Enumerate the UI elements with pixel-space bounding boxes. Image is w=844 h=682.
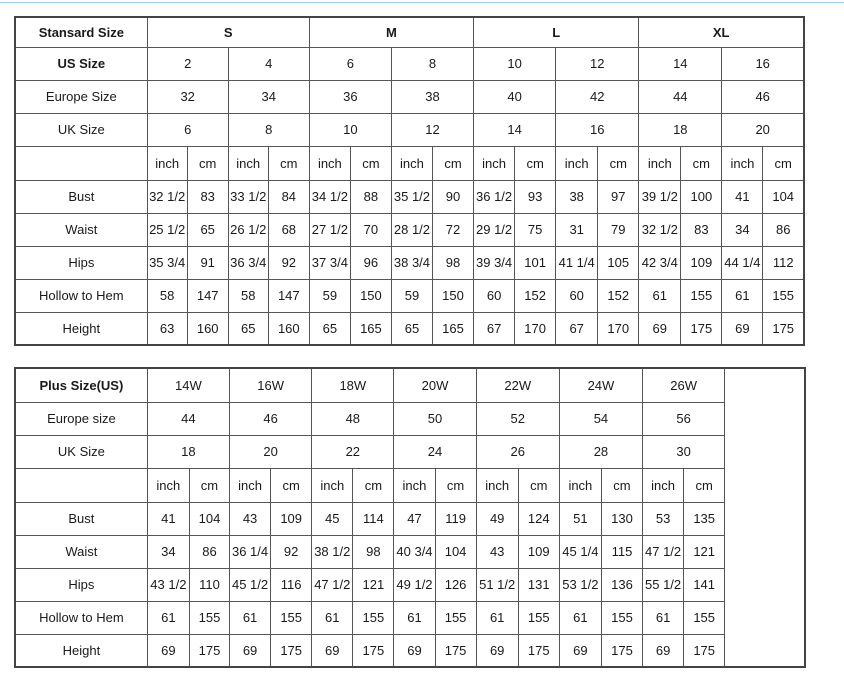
europe-size-row <box>15 80 804 113</box>
measurement-value: 38 1/2 <box>312 535 353 568</box>
measurement-value: 90 <box>432 180 473 213</box>
unit-header-row <box>15 146 804 180</box>
uk-size-value: 18 <box>147 435 229 468</box>
measurement-value: 72 <box>432 213 473 246</box>
europe-size-value: 34 <box>228 80 309 113</box>
europe-size-value: 38 <box>391 80 473 113</box>
measurement-value: 67 <box>556 312 598 345</box>
measurement-label: Waist <box>15 535 147 568</box>
measurement-value: 61 <box>147 601 189 634</box>
measurement-value: 43 <box>230 502 271 535</box>
unit-cm-header: cm <box>763 146 804 180</box>
unit-cm-header: cm <box>432 146 473 180</box>
unit-inch-header: inch <box>556 146 598 180</box>
unit-header-blank <box>15 468 147 502</box>
measurement-value: 109 <box>271 502 312 535</box>
measurement-value: 110 <box>189 568 229 601</box>
unit-inch-header: inch <box>476 468 518 502</box>
measurement-value: 101 <box>515 246 556 279</box>
measurement-label: Hollow to Hem <box>15 601 147 634</box>
measurement-value: 121 <box>353 568 394 601</box>
measurement-value: 59 <box>309 279 350 312</box>
plus-size-value: 16W <box>230 368 312 402</box>
measurement-row <box>15 279 804 312</box>
measurement-value: 51 1/2 <box>476 568 518 601</box>
measurement-value: 96 <box>350 246 391 279</box>
measurement-value: 27 1/2 <box>309 213 350 246</box>
plus-size-value: 14W <box>147 368 229 402</box>
unit-inch-header: inch <box>643 468 684 502</box>
measurement-value: 69 <box>639 312 681 345</box>
measurement-row <box>15 312 804 345</box>
measurement-value: 165 <box>350 312 391 345</box>
unit-inch-header: inch <box>147 468 189 502</box>
measurement-value: 45 <box>312 502 353 535</box>
measurement-value: 175 <box>271 634 312 667</box>
europe-size-value: 54 <box>559 402 642 435</box>
measurement-value: 75 <box>515 213 556 246</box>
plus-size-value: 26W <box>643 368 725 402</box>
size-letter-header: XL <box>639 17 804 47</box>
europe-size-value: 40 <box>474 80 556 113</box>
measurement-value: 34 <box>147 535 189 568</box>
uk-size-value: 20 <box>230 435 312 468</box>
unit-cm-header: cm <box>518 468 559 502</box>
measurement-value: 61 <box>639 279 681 312</box>
measurement-value: 175 <box>681 312 722 345</box>
measurement-value: 58 <box>147 279 187 312</box>
unit-inch-header: inch <box>312 468 353 502</box>
measurement-row <box>15 180 804 213</box>
measurement-value: 109 <box>518 535 559 568</box>
europe-size-value: 52 <box>476 402 559 435</box>
measurement-value: 39 3/4 <box>474 246 515 279</box>
plus-size-chart <box>14 367 806 668</box>
measurement-label: Waist <box>15 213 147 246</box>
measurement-value: 69 <box>147 634 189 667</box>
unit-inch-header: inch <box>309 146 350 180</box>
blank-side-area <box>725 368 805 667</box>
measurement-value: 61 <box>643 601 684 634</box>
measurement-label: Height <box>15 312 147 345</box>
unit-cm-header: cm <box>187 146 228 180</box>
measurement-value: 29 1/2 <box>474 213 515 246</box>
unit-cm-header: cm <box>271 468 312 502</box>
europe-size-value: 48 <box>312 402 394 435</box>
measurement-value: 55 1/2 <box>643 568 684 601</box>
unit-cm-header: cm <box>350 146 391 180</box>
measurement-row <box>15 601 805 634</box>
europe-size-value: 44 <box>639 80 722 113</box>
us-size-label: US Size <box>15 47 147 80</box>
measurement-value: 38 3/4 <box>391 246 432 279</box>
measurement-value: 114 <box>353 502 394 535</box>
unit-inch-header: inch <box>391 146 432 180</box>
measurement-value: 43 <box>476 535 518 568</box>
unit-header-blank <box>15 146 147 180</box>
standard-size-chart <box>14 16 805 346</box>
measurement-value: 60 <box>556 279 598 312</box>
measurement-value: 170 <box>515 312 556 345</box>
measurement-value: 160 <box>268 312 309 345</box>
uk-size-value: 20 <box>722 113 804 146</box>
measurement-value: 31 <box>556 213 598 246</box>
measurement-value: 59 <box>391 279 432 312</box>
measurement-value: 155 <box>763 279 804 312</box>
unit-cm-header: cm <box>189 468 229 502</box>
uk-size-value: 22 <box>312 435 394 468</box>
measurement-value: 126 <box>435 568 476 601</box>
measurement-value: 69 <box>559 634 601 667</box>
uk-size-value: 16 <box>556 113 639 146</box>
size-letter-header: M <box>309 17 473 47</box>
measurement-value: 53 <box>643 502 684 535</box>
measurement-value: 175 <box>601 634 642 667</box>
europe-size-value: 56 <box>643 402 725 435</box>
measurement-value: 109 <box>681 246 722 279</box>
measurement-value: 61 <box>394 601 435 634</box>
measurement-value: 136 <box>601 568 642 601</box>
unit-inch-header: inch <box>722 146 763 180</box>
measurement-value: 51 <box>559 502 601 535</box>
measurement-value: 65 <box>228 312 268 345</box>
measurement-value: 150 <box>350 279 391 312</box>
measurement-value: 175 <box>353 634 394 667</box>
uk-size-value: 26 <box>476 435 559 468</box>
us-size-value: 16 <box>722 47 804 80</box>
measurement-value: 155 <box>271 601 312 634</box>
measurement-value: 34 <box>722 213 763 246</box>
europe-size-row <box>15 402 805 435</box>
europe-size-value: 50 <box>394 402 476 435</box>
unit-cm-header: cm <box>435 468 476 502</box>
us-size-value: 8 <box>391 47 473 80</box>
measurement-value: 175 <box>684 634 725 667</box>
unit-inch-header: inch <box>230 468 271 502</box>
measurement-value: 92 <box>268 246 309 279</box>
measurement-value: 65 <box>187 213 228 246</box>
measurement-value: 69 <box>476 634 518 667</box>
measurement-value: 49 1/2 <box>394 568 435 601</box>
measurement-value: 32 1/2 <box>639 213 681 246</box>
measurement-value: 61 <box>476 601 518 634</box>
measurement-value: 155 <box>518 601 559 634</box>
us-size-value: 10 <box>474 47 556 80</box>
unit-cm-header: cm <box>684 468 725 502</box>
uk-size-value: 8 <box>228 113 309 146</box>
unit-inch-header: inch <box>639 146 681 180</box>
unit-inch-header: inch <box>474 146 515 180</box>
unit-cm-header: cm <box>353 468 394 502</box>
measurement-value: 124 <box>518 502 559 535</box>
size-letter-row <box>15 17 804 47</box>
measurement-value: 58 <box>228 279 268 312</box>
measurement-value: 79 <box>598 213 639 246</box>
uk-size-value: 28 <box>559 435 642 468</box>
measurement-value: 104 <box>189 502 229 535</box>
measurement-value: 97 <box>598 180 639 213</box>
europe-size-value: 42 <box>556 80 639 113</box>
measurement-value: 61 <box>559 601 601 634</box>
measurement-value: 65 <box>309 312 350 345</box>
europe-size-label: Europe size <box>15 402 147 435</box>
measurement-value: 170 <box>598 312 639 345</box>
measurement-value: 86 <box>189 535 229 568</box>
measurement-row <box>15 502 805 535</box>
us-size-value: 12 <box>556 47 639 80</box>
measurement-value: 69 <box>230 634 271 667</box>
measurement-value: 45 1/4 <box>559 535 601 568</box>
measurement-value: 36 3/4 <box>228 246 268 279</box>
measurement-label: Hips <box>15 568 147 601</box>
measurement-value: 42 3/4 <box>639 246 681 279</box>
measurement-label: Bust <box>15 180 147 213</box>
uk-size-row <box>15 113 804 146</box>
measurement-value: 33 1/2 <box>228 180 268 213</box>
measurement-value: 175 <box>518 634 559 667</box>
measurement-value: 53 1/2 <box>559 568 601 601</box>
unit-inch-header: inch <box>147 146 187 180</box>
measurement-value: 152 <box>515 279 556 312</box>
measurement-value: 70 <box>350 213 391 246</box>
unit-cm-header: cm <box>601 468 642 502</box>
measurement-value: 47 1/2 <box>643 535 684 568</box>
measurement-value: 155 <box>189 601 229 634</box>
measurement-value: 147 <box>187 279 228 312</box>
uk-size-row <box>15 435 805 468</box>
uk-size-value: 30 <box>643 435 725 468</box>
europe-size-value: 44 <box>147 402 229 435</box>
measurement-value: 152 <box>598 279 639 312</box>
plus-size-value: 22W <box>476 368 559 402</box>
measurement-value: 67 <box>474 312 515 345</box>
measurement-row <box>15 634 805 667</box>
measurement-value: 69 <box>722 312 763 345</box>
measurement-value: 100 <box>681 180 722 213</box>
measurement-row <box>15 213 804 246</box>
measurement-value: 119 <box>435 502 476 535</box>
standard-size-title: Stansard Size <box>15 17 147 47</box>
plus-size-value: 18W <box>312 368 394 402</box>
measurement-label: Hollow to Hem <box>15 279 147 312</box>
measurement-value: 165 <box>432 312 473 345</box>
measurement-value: 38 <box>556 180 598 213</box>
uk-size-value: 6 <box>147 113 228 146</box>
measurement-value: 40 3/4 <box>394 535 435 568</box>
europe-size-label: Europe Size <box>15 80 147 113</box>
uk-size-value: 12 <box>391 113 473 146</box>
measurement-value: 26 1/2 <box>228 213 268 246</box>
uk-size-value: 18 <box>639 113 722 146</box>
measurement-value: 147 <box>268 279 309 312</box>
uk-size-value: 24 <box>394 435 476 468</box>
unit-inch-header: inch <box>394 468 435 502</box>
uk-size-label: UK Size <box>15 435 147 468</box>
measurement-label: Height <box>15 634 147 667</box>
measurement-value: 135 <box>684 502 725 535</box>
measurement-value: 60 <box>474 279 515 312</box>
measurement-value: 141 <box>684 568 725 601</box>
measurement-value: 34 1/2 <box>309 180 350 213</box>
measurement-value: 116 <box>271 568 312 601</box>
measurement-value: 68 <box>268 213 309 246</box>
measurement-value: 36 1/4 <box>230 535 271 568</box>
measurement-row <box>15 246 804 279</box>
measurement-value: 121 <box>684 535 725 568</box>
measurement-value: 175 <box>435 634 476 667</box>
unit-inch-header: inch <box>559 468 601 502</box>
measurement-value: 83 <box>187 180 228 213</box>
uk-size-value: 10 <box>309 113 391 146</box>
measurement-value: 25 1/2 <box>147 213 187 246</box>
measurement-value: 28 1/2 <box>391 213 432 246</box>
measurement-value: 175 <box>763 312 804 345</box>
measurement-value: 93 <box>515 180 556 213</box>
measurement-value: 83 <box>681 213 722 246</box>
plus-size-value: 20W <box>394 368 476 402</box>
measurement-value: 47 <box>394 502 435 535</box>
europe-size-value: 32 <box>147 80 228 113</box>
measurement-value: 105 <box>598 246 639 279</box>
measurement-value: 155 <box>435 601 476 634</box>
measurement-value: 88 <box>350 180 391 213</box>
measurement-value: 112 <box>763 246 804 279</box>
plus-size-title: Plus Size(US) <box>15 368 147 402</box>
europe-size-value: 46 <box>230 402 312 435</box>
size-letter-header: S <box>147 17 309 47</box>
us-size-value: 2 <box>147 47 228 80</box>
unit-header-row <box>15 468 805 502</box>
measurement-value: 175 <box>189 634 229 667</box>
measurement-value: 41 1/4 <box>556 246 598 279</box>
unit-inch-header: inch <box>228 146 268 180</box>
measurement-value: 61 <box>312 601 353 634</box>
measurement-value: 36 1/2 <box>474 180 515 213</box>
measurement-value: 84 <box>268 180 309 213</box>
measurement-value: 155 <box>601 601 642 634</box>
measurement-value: 44 1/4 <box>722 246 763 279</box>
measurement-value: 45 1/2 <box>230 568 271 601</box>
measurement-value: 32 1/2 <box>147 180 187 213</box>
uk-size-label: UK Size <box>15 113 147 146</box>
us-size-row <box>15 47 804 80</box>
us-size-value: 6 <box>309 47 391 80</box>
measurement-row <box>15 568 805 601</box>
measurement-value: 155 <box>681 279 722 312</box>
measurement-value: 49 <box>476 502 518 535</box>
measurement-value: 155 <box>684 601 725 634</box>
measurement-value: 61 <box>230 601 271 634</box>
plus-size-value: 24W <box>559 368 642 402</box>
uk-size-value: 14 <box>474 113 556 146</box>
measurement-value: 104 <box>763 180 804 213</box>
measurement-value: 37 3/4 <box>309 246 350 279</box>
measurement-value: 65 <box>391 312 432 345</box>
europe-size-value: 36 <box>309 80 391 113</box>
measurement-label: Hips <box>15 246 147 279</box>
measurement-value: 41 <box>722 180 763 213</box>
us-size-value: 4 <box>228 47 309 80</box>
measurement-value: 98 <box>432 246 473 279</box>
size-letter-header: L <box>474 17 639 47</box>
plus-size-header-row <box>15 368 805 402</box>
top-border-line <box>0 2 844 3</box>
measurement-value: 115 <box>601 535 642 568</box>
measurement-label: Bust <box>15 502 147 535</box>
measurement-value: 104 <box>435 535 476 568</box>
measurement-value: 61 <box>722 279 763 312</box>
unit-cm-header: cm <box>268 146 309 180</box>
measurement-value: 39 1/2 <box>639 180 681 213</box>
measurement-value: 160 <box>187 312 228 345</box>
measurement-value: 131 <box>518 568 559 601</box>
unit-cm-header: cm <box>515 146 556 180</box>
measurement-value: 92 <box>271 535 312 568</box>
measurement-value: 47 1/2 <box>312 568 353 601</box>
unit-cm-header: cm <box>598 146 639 180</box>
measurement-value: 63 <box>147 312 187 345</box>
measurement-value: 69 <box>312 634 353 667</box>
measurement-value: 69 <box>643 634 684 667</box>
measurement-value: 69 <box>394 634 435 667</box>
measurement-value: 35 3/4 <box>147 246 187 279</box>
measurement-value: 150 <box>432 279 473 312</box>
measurement-value: 130 <box>601 502 642 535</box>
us-size-value: 14 <box>639 47 722 80</box>
europe-size-value: 46 <box>722 80 804 113</box>
measurement-value: 86 <box>763 213 804 246</box>
measurement-value: 98 <box>353 535 394 568</box>
measurement-value: 43 1/2 <box>147 568 189 601</box>
unit-cm-header: cm <box>681 146 722 180</box>
measurement-value: 35 1/2 <box>391 180 432 213</box>
measurement-value: 91 <box>187 246 228 279</box>
measurement-row <box>15 535 805 568</box>
measurement-value: 155 <box>353 601 394 634</box>
measurement-value: 41 <box>147 502 189 535</box>
